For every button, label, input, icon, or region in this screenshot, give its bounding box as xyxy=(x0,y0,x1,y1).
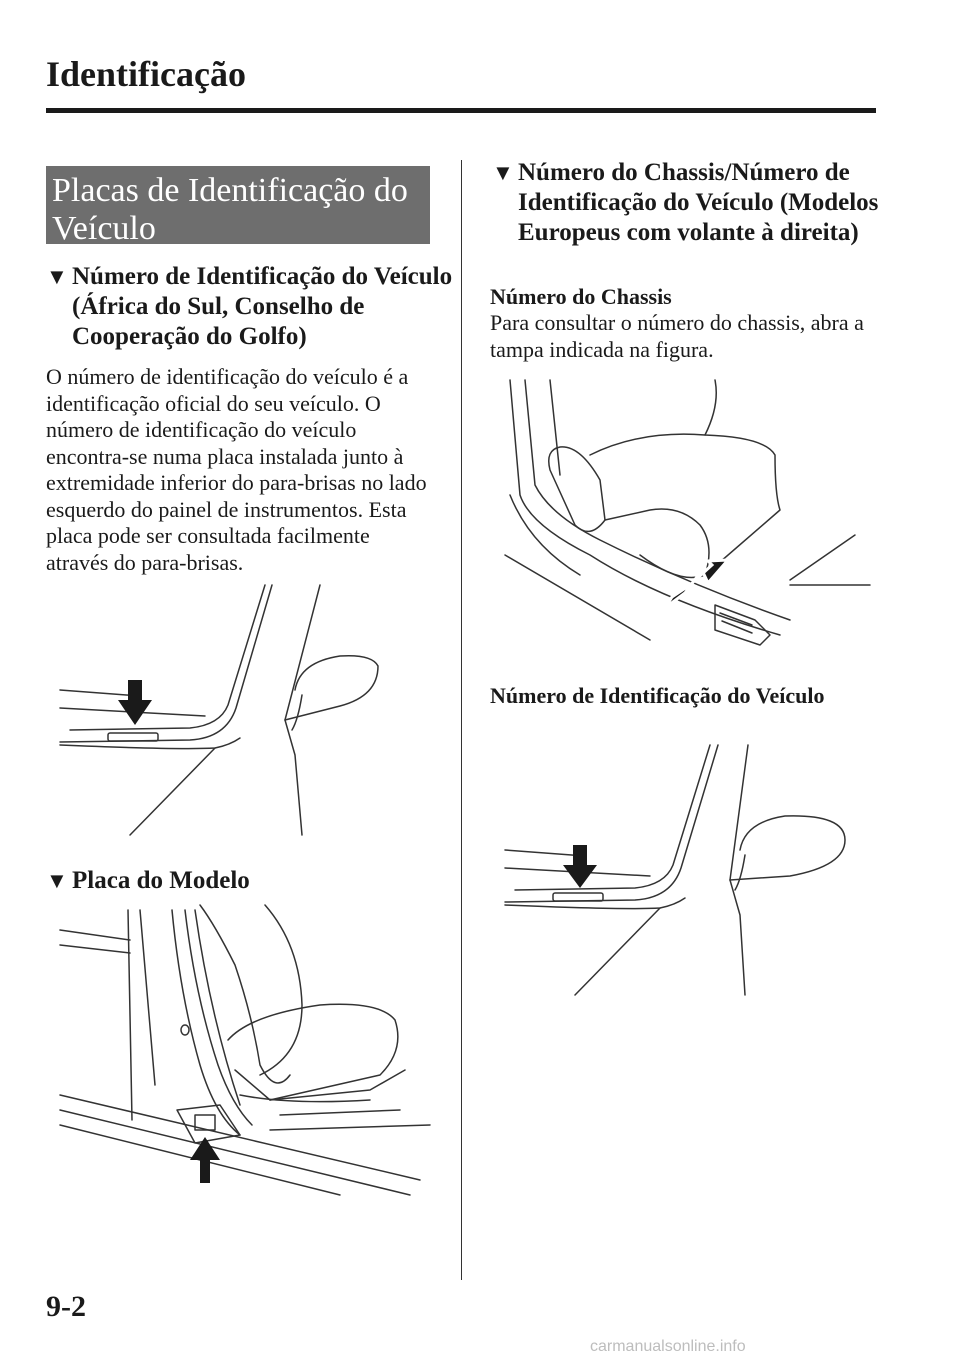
triangle-marker-icon: ▼ xyxy=(46,868,68,893)
vin-label: Número de Identificação do Veículo xyxy=(490,683,825,708)
chassis-number-label: Número do Chassis xyxy=(490,284,672,309)
chassis-paragraph: Para consultar o número do chassis, abra a tampa indicada na figura. xyxy=(490,310,864,362)
triangle-marker-icon: ▼ xyxy=(46,264,68,289)
subheading-vin-south-africa: ▼ Número de Identificação do Veículo (África do Sul, Conselho de Cooperação do Golfo) xyxy=(46,263,453,350)
subheading-chassis-vin-europe: ▼ Número do Chassis/Número de Identificação do Veículo (Modelos Europeus com volante à direita) xyxy=(492,159,879,246)
subheading-model-plate: ▼ Placa do Modelo xyxy=(46,867,250,894)
chassis-cover-illustration xyxy=(490,375,880,675)
header-rule xyxy=(46,108,876,113)
page-header-title: Identificação xyxy=(46,54,246,94)
triangle-marker-icon: ▼ xyxy=(492,160,514,185)
vin-paragraph: O número de identificação do veículo é a identificação oficial do seu veículo. O número de identificação do veículo encontra-se numa placa instalada junto à extremidade inferior do para-brisas no lado esquerdo do painel de instrumentos. Esta placa pode ser consultada facilmente através do para-brisas. xyxy=(46,364,427,575)
page-number: 9-2 xyxy=(46,1290,86,1323)
watermark-text: carmanualsonline.info xyxy=(590,1338,746,1355)
model-plate-illustration xyxy=(40,905,440,1205)
section-banner-title: Placas de Identificação do Veículo xyxy=(52,172,408,247)
windshield-vin-illustration-right xyxy=(500,740,880,1000)
section-banner xyxy=(46,166,430,247)
windshield-vin-illustration xyxy=(40,580,440,840)
